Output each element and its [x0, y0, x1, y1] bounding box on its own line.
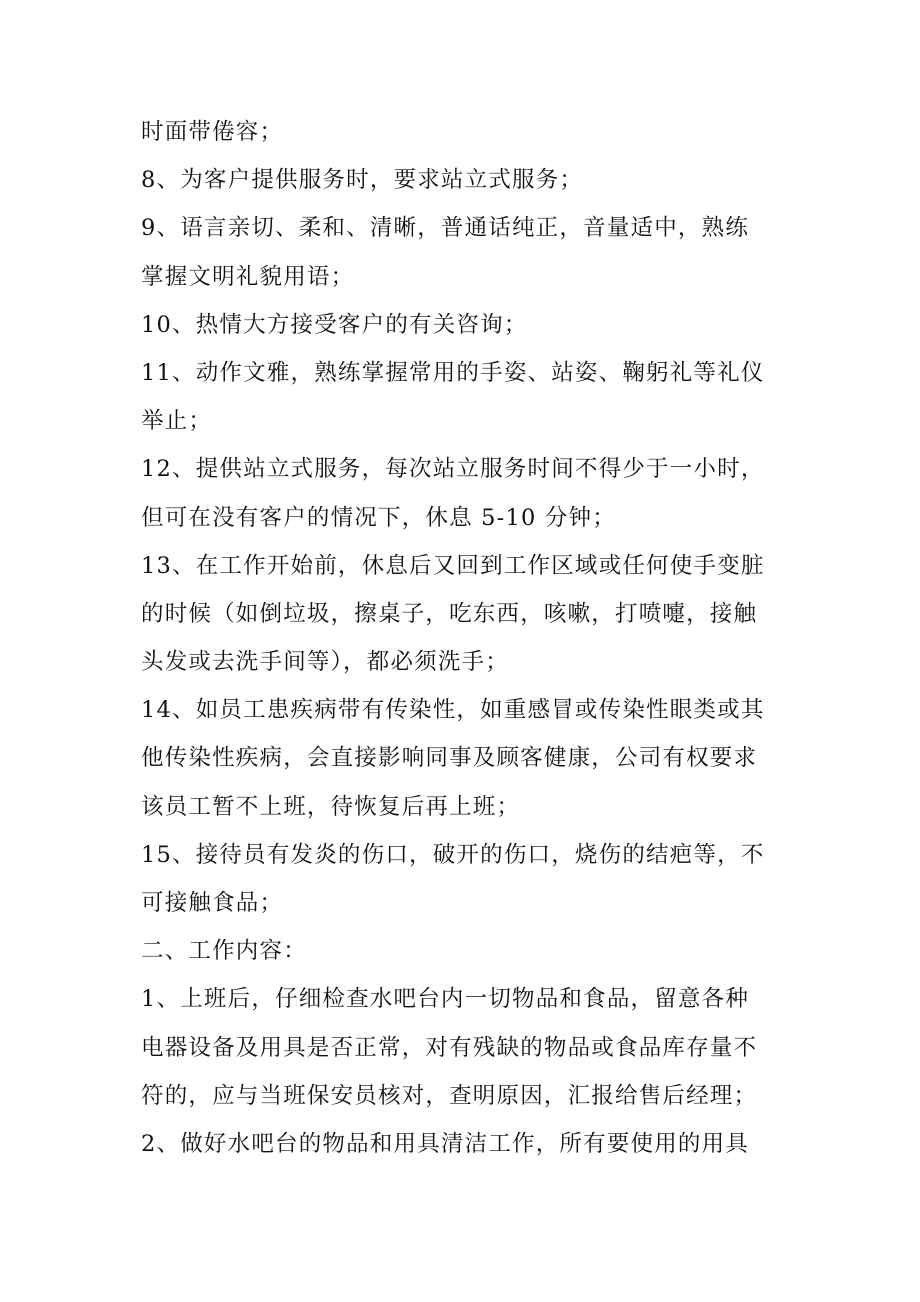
text-line: 的时候（如倒垃圾，擦桌子，吃东西，咳嗽，打喷嚏，接触 — [141, 600, 758, 627]
text-line: 9、语言亲切、柔和、清晰，普通话纯正，音量适中，熟练 — [141, 215, 750, 242]
section-heading: 二、工作内容： — [141, 938, 307, 965]
text-line: 举止； — [141, 408, 213, 435]
text-line: 2、做好水吧台的物品和用具清洁工作，所有要使用的用具 — [141, 1130, 750, 1157]
text-line: 15、接待员有发炎的伤口，破开的伤口，烧伤的结疤等，不 — [141, 841, 765, 868]
document-body — [141, 108, 791, 1168]
text-line: 该员工暂不上班，待恢复后再上班； — [141, 793, 521, 820]
text-line: 头发或去洗手间等），都必须洗手； — [141, 649, 509, 676]
text-line: 13、在工作开始前，休息后又回到工作区域或任何使手变脏 — [141, 552, 765, 579]
text-line: 符的，应与当班保安员核对，查明原因，汇报给售后经理； — [141, 1082, 758, 1109]
text-line: 可接触食品； — [141, 890, 284, 916]
text-line: 1、上班后，仔细检查水吧台内一切物品和食品，留意各种 — [141, 986, 750, 1013]
text-line: 12、提供站立式服务，每次站立服务时间不得少于一小时， — [141, 456, 765, 483]
text-line: 14、如员工患疾病带有传染性，如重感冒或传染性眼类或其 — [141, 697, 765, 724]
text-line: 但可在没有客户的情况下，休息 5-10 分钟； — [141, 504, 616, 531]
text-line: 他传染性疾病，会直接影响同事及顾客健康，公司有权要求 — [141, 745, 758, 772]
text-line: 10、热情大方接受客户的有关咨询； — [141, 311, 528, 338]
text-line: 8、为客户提供服务时，要求站立式服务； — [141, 167, 584, 194]
text-line: 掌握文明礼貌用语； — [141, 263, 355, 290]
text-line: 11、动作文雅，熟练掌握常用的手姿、站姿、鞠躬礼等礼仪 — [141, 359, 765, 386]
text-line: 电器设备及用具是否正常，对有残缺的物品或食品库存量不 — [141, 1034, 758, 1061]
text-line: 时面带倦容； — [141, 119, 284, 145]
